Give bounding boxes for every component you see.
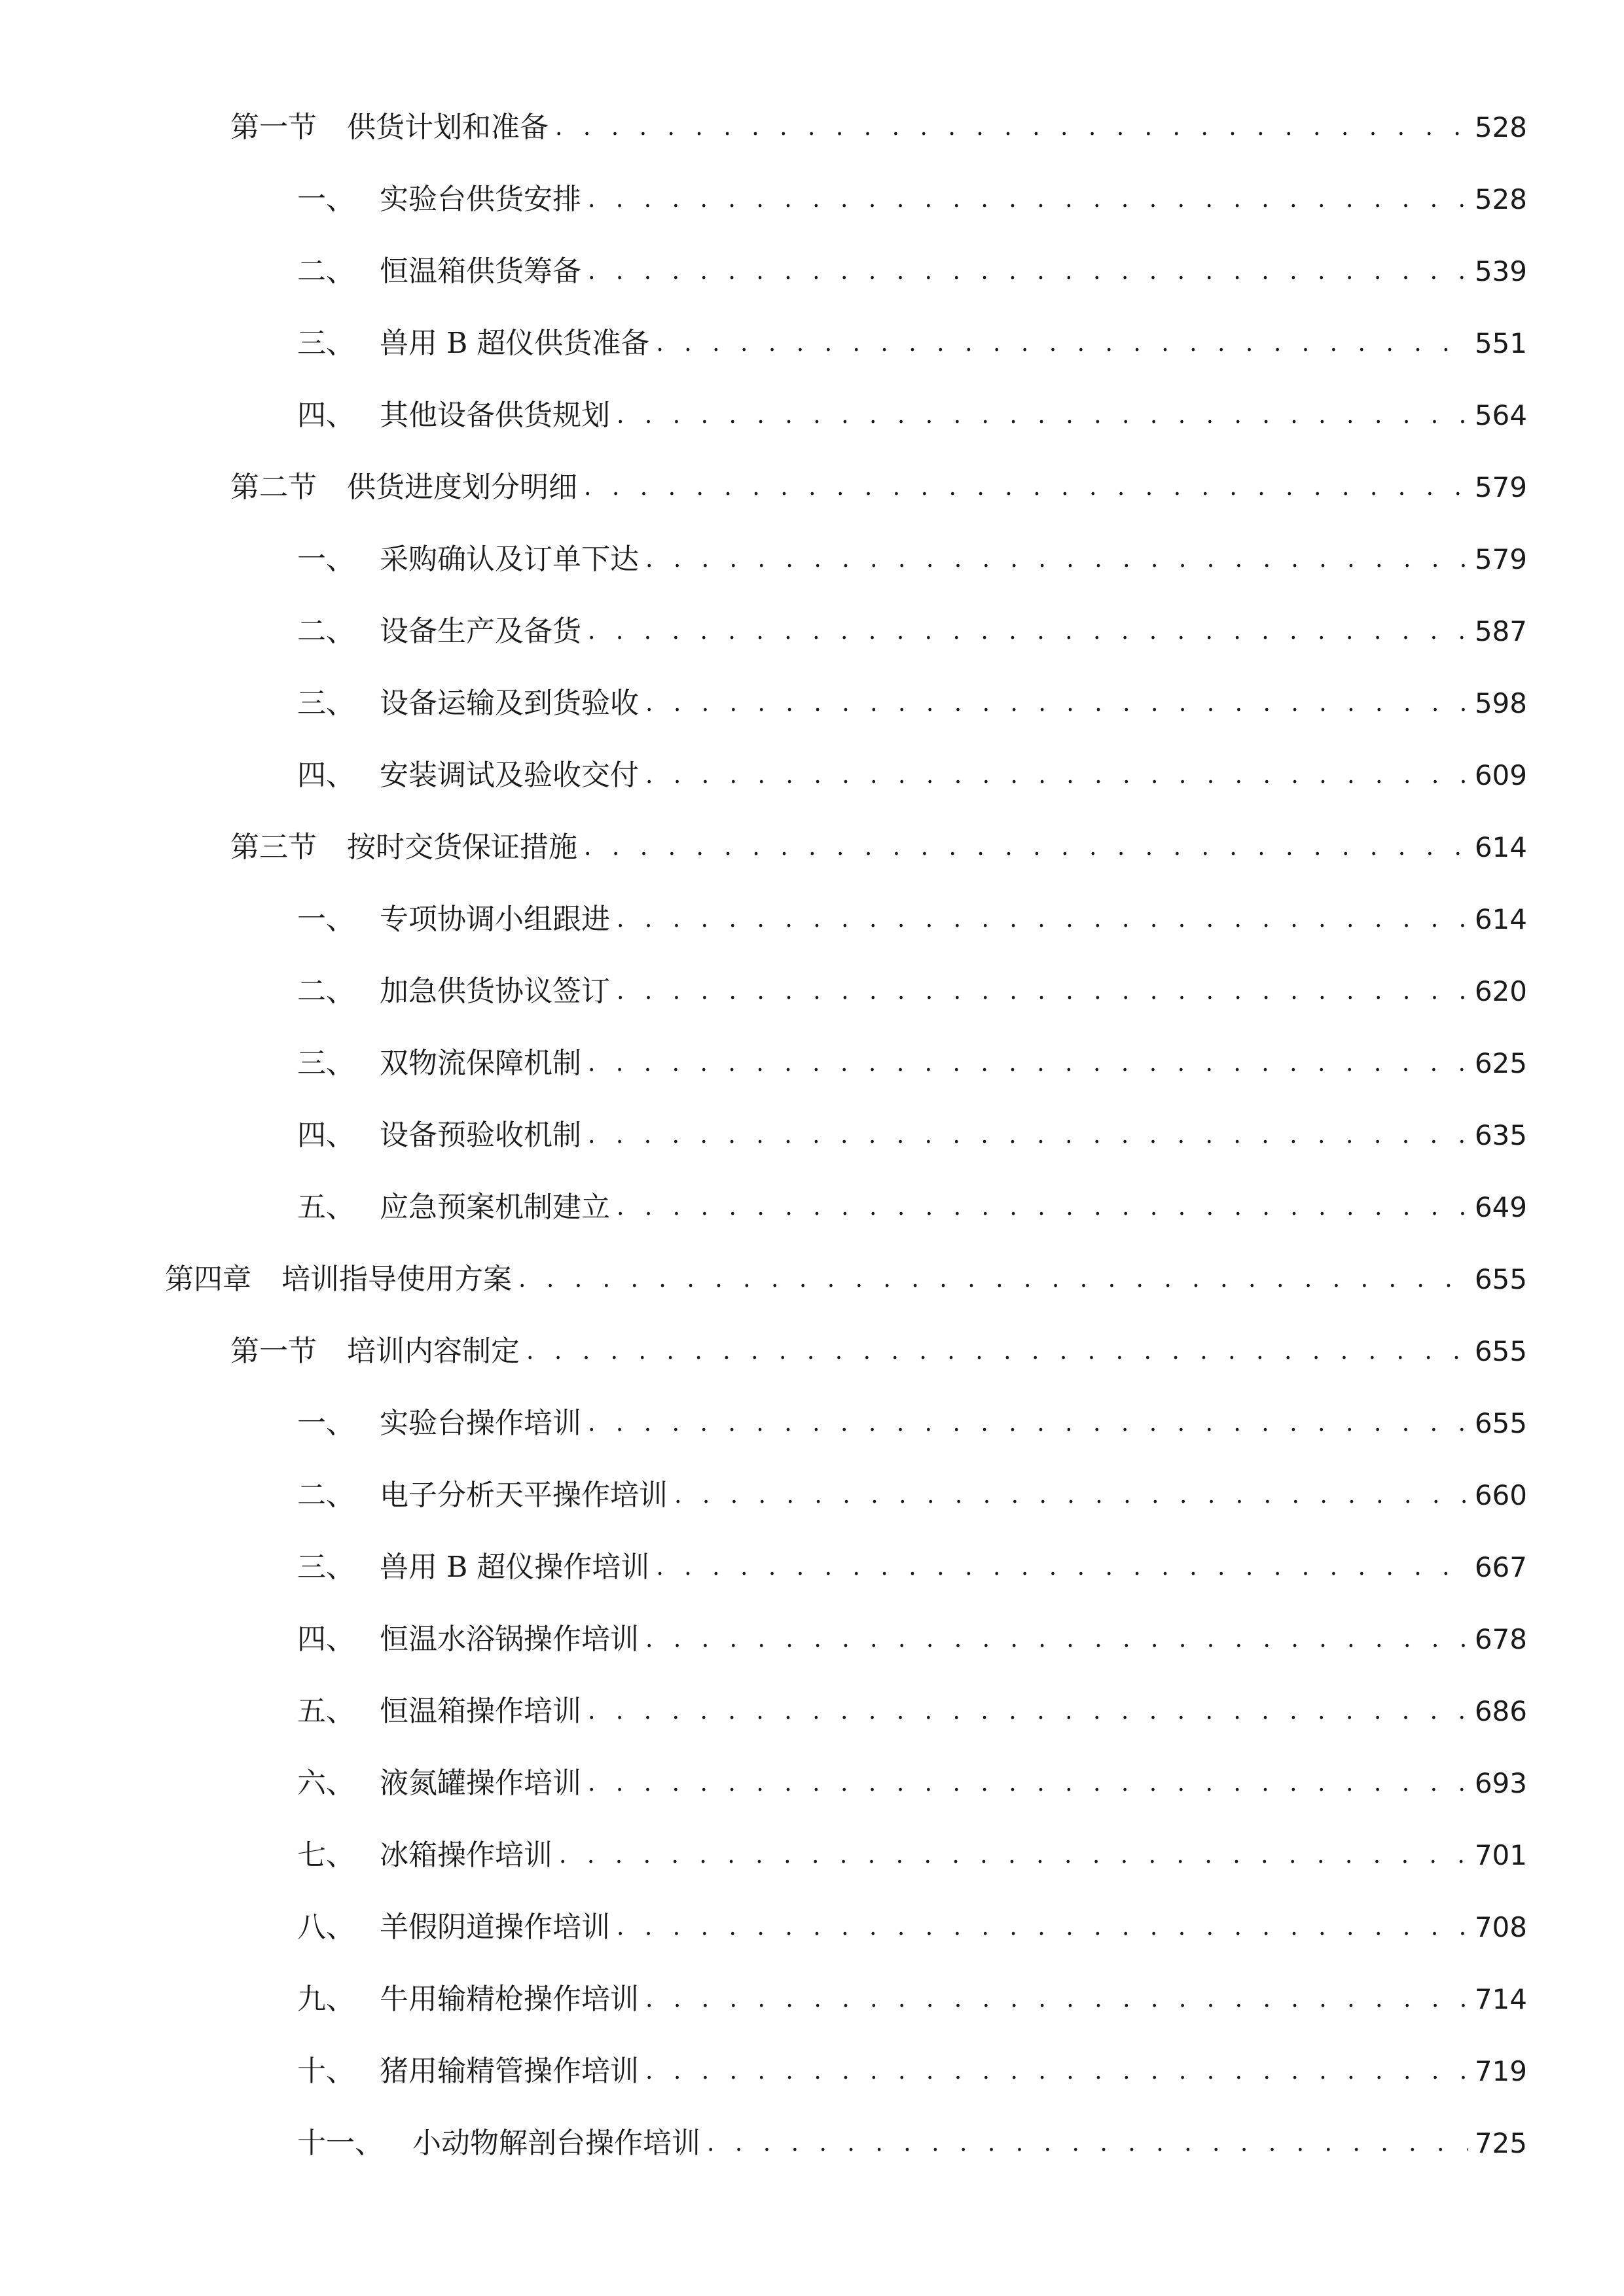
- toc-entry-page: 693: [1474, 1767, 1527, 1799]
- toc-entry-title: 羊假阴道操作培训: [380, 1910, 610, 1944]
- toc-entry[interactable]: [0, 1892, 1624, 1964]
- toc-entry-title: 实验台供货安排: [380, 183, 581, 216]
- dot-leader: [588, 185, 1468, 214]
- toc-entry-title: 供货计划和准备: [347, 111, 549, 144]
- toc-entry-page: 528: [1474, 111, 1527, 143]
- toc-entry-number: 十一、: [297, 2126, 384, 2160]
- toc-entry[interactable]: [0, 596, 1624, 668]
- toc-entry-page: 539: [1474, 255, 1527, 287]
- dot-leader: [656, 1553, 1468, 1582]
- toc-entry-title: 设备预验收机制: [380, 1119, 581, 1152]
- toc-entry[interactable]: [0, 524, 1624, 596]
- toc-entry-title: 供货进度划分明细: [347, 471, 577, 504]
- dot-leader: [584, 473, 1468, 502]
- dot-leader: [617, 1913, 1468, 1942]
- toc-entry-title: 应急预案机制建立: [380, 1191, 610, 1224]
- toc-entry-page: 655: [1474, 1335, 1527, 1367]
- toc-entry-number: 五、: [297, 1695, 355, 1728]
- toc-entry[interactable]: [0, 1964, 1624, 2036]
- toc-entry-number: 八、: [297, 1910, 355, 1944]
- toc-entry-number: 一、: [297, 1407, 355, 1440]
- toc-entry[interactable]: [0, 92, 1624, 164]
- dot-leader: [526, 1337, 1468, 1366]
- toc-entry-title: 按时交货保证措施: [347, 831, 577, 864]
- dot-leader: [645, 689, 1468, 718]
- toc-entry-number: 一、: [297, 183, 355, 216]
- toc-entry[interactable]: [0, 1388, 1624, 1460]
- toc-entry-page: 708: [1474, 1911, 1527, 1943]
- toc-entry[interactable]: [0, 956, 1624, 1028]
- toc-entry-title: 牛用输精枪操作培训: [380, 1982, 639, 2016]
- toc-entry-title: 恒温水浴锅操作培训: [380, 1623, 639, 1656]
- toc-entry-title: 专项协调小组跟进: [380, 903, 610, 936]
- toc-entry-number: 五、: [297, 1191, 355, 1224]
- toc-entry-page: 686: [1474, 1695, 1527, 1727]
- toc-entry-number: 四、: [297, 1119, 355, 1152]
- toc-entry-page: 701: [1474, 1839, 1527, 1871]
- toc-entry[interactable]: [0, 1820, 1624, 1892]
- dot-leader: [559, 1841, 1468, 1870]
- dot-leader: [645, 761, 1468, 790]
- toc-entry-title: 兽用 B 超仪供货准备: [380, 327, 650, 360]
- toc-entry[interactable]: [0, 740, 1624, 812]
- toc-entry-page: 579: [1474, 543, 1527, 575]
- dot-leader: [588, 1121, 1468, 1150]
- dot-leader: [645, 1985, 1468, 2014]
- dot-leader: [588, 1409, 1468, 1438]
- dot-leader: [645, 545, 1468, 574]
- toc-entry-title: 恒温箱供货筹备: [380, 255, 581, 288]
- toc-entry-page: 614: [1474, 831, 1527, 863]
- dot-leader: [588, 1049, 1468, 1078]
- toc-entry-page: 625: [1474, 1047, 1527, 1079]
- toc-entry-number: 一、: [297, 903, 355, 936]
- toc-entry-title: 液氮罐操作培训: [380, 1767, 581, 1800]
- toc-entry-number: 十、: [297, 2054, 355, 2088]
- toc-entry-title: 设备生产及备货: [380, 615, 581, 648]
- toc-entry[interactable]: [0, 1316, 1624, 1388]
- dot-leader: [656, 329, 1468, 358]
- toc-entry[interactable]: [0, 1748, 1624, 1820]
- toc-entry-title: 设备运输及到货验收: [380, 687, 639, 720]
- toc-entry-number: 四、: [297, 399, 355, 432]
- dot-leader: [674, 1481, 1468, 1510]
- toc-entry-page: 620: [1474, 975, 1527, 1007]
- toc-entry-number: 第三节: [230, 831, 317, 864]
- toc-entry-number: 七、: [297, 1839, 355, 1872]
- toc-entry-title: 培训指导使用方案: [281, 1263, 512, 1296]
- toc-entry-page: 528: [1474, 183, 1527, 215]
- toc-entry-number: 第一节: [230, 1335, 317, 1368]
- toc-entry[interactable]: [0, 884, 1624, 956]
- toc-entry-title: 冰箱操作培训: [380, 1839, 552, 1872]
- toc-entry-title: 采购确认及订单下达: [380, 543, 639, 576]
- table-of-contents: [0, 92, 1624, 2179]
- toc-entry-chapter[interactable]: [0, 1244, 1624, 1316]
- dot-leader: [617, 905, 1468, 934]
- toc-entry-page: 579: [1474, 471, 1527, 503]
- toc-entry[interactable]: [0, 1676, 1624, 1748]
- toc-entry-number: 二、: [297, 255, 355, 288]
- toc-entry[interactable]: [0, 236, 1624, 308]
- toc-entry-title: 安装调试及验收交付: [380, 759, 639, 792]
- toc-entry-page: 719: [1474, 2055, 1527, 2087]
- toc-entry[interactable]: [0, 452, 1624, 524]
- toc-entry-title: 加急供货协议签订: [380, 975, 610, 1008]
- toc-entry-number: 六、: [297, 1767, 355, 1800]
- dot-leader: [588, 257, 1468, 286]
- toc-entry-number: 三、: [297, 1551, 355, 1584]
- toc-entry-page: 725: [1474, 2127, 1527, 2159]
- toc-entry-number: 二、: [297, 615, 355, 648]
- toc-entry-page: 655: [1474, 1407, 1527, 1439]
- toc-entry[interactable]: [0, 668, 1624, 740]
- toc-entry-page: 564: [1474, 399, 1527, 431]
- toc-entry-page: 649: [1474, 1191, 1527, 1223]
- dot-leader: [617, 401, 1468, 430]
- toc-entry-number: 九、: [297, 1982, 355, 2016]
- toc-entry-title: 电子分析天平操作培训: [380, 1479, 668, 1512]
- toc-entry[interactable]: [0, 1028, 1624, 1100]
- toc-entry[interactable]: [0, 308, 1624, 380]
- toc-entry-page: 667: [1474, 1551, 1527, 1583]
- toc-entry-number: 二、: [297, 1479, 355, 1512]
- toc-entry[interactable]: [0, 1100, 1624, 1172]
- dot-leader: [645, 2057, 1468, 2086]
- toc-entry-number: 第二节: [230, 471, 317, 504]
- dot-leader: [588, 1697, 1468, 1726]
- toc-entry-title: 实验台操作培训: [380, 1407, 581, 1440]
- toc-entry-number: 四、: [297, 759, 355, 792]
- toc-entry-number: 四、: [297, 1623, 355, 1656]
- toc-entry-number: 三、: [297, 327, 355, 360]
- dot-leader: [707, 2129, 1468, 2158]
- dot-leader: [518, 1265, 1468, 1294]
- toc-entry[interactable]: [0, 1172, 1624, 1244]
- toc-entry-page: 587: [1474, 615, 1527, 647]
- toc-entry[interactable]: [0, 812, 1624, 884]
- toc-entry-page: 614: [1474, 903, 1527, 935]
- toc-entry[interactable]: [0, 2108, 1624, 2179]
- dot-leader: [584, 833, 1468, 862]
- toc-entry-number: 一、: [297, 543, 355, 576]
- toc-entry[interactable]: [0, 1460, 1624, 1532]
- toc-entry[interactable]: [0, 2036, 1624, 2108]
- toc-entry-title: 双物流保障机制: [380, 1047, 581, 1080]
- toc-entry[interactable]: [0, 164, 1624, 236]
- dot-leader: [588, 1769, 1468, 1798]
- toc-entry-number: 三、: [297, 1047, 355, 1080]
- toc-entry-page: 678: [1474, 1623, 1527, 1655]
- toc-entry-number: 二、: [297, 975, 355, 1008]
- toc-entry-title: 培训内容制定: [347, 1335, 520, 1368]
- toc-entry-page: 660: [1474, 1479, 1527, 1511]
- toc-entry-page: 551: [1474, 327, 1527, 359]
- toc-entry-page: 714: [1474, 1983, 1527, 2015]
- toc-entry-number: 第四章: [165, 1263, 251, 1296]
- toc-entry[interactable]: [0, 1604, 1624, 1676]
- toc-entry-number: 三、: [297, 687, 355, 720]
- dot-leader: [588, 617, 1468, 646]
- toc-entry-title: 兽用 B 超仪操作培训: [380, 1551, 650, 1584]
- toc-entry-page: 655: [1474, 1263, 1527, 1295]
- toc-entry-title: 其他设备供货规划: [380, 399, 610, 432]
- toc-entry-page: 609: [1474, 759, 1527, 791]
- toc-entry-title: 小动物解剖台操作培训: [412, 2126, 700, 2160]
- toc-entry[interactable]: [0, 380, 1624, 452]
- toc-entry[interactable]: [0, 1532, 1624, 1604]
- toc-entry-page: 598: [1474, 687, 1527, 719]
- dot-leader: [617, 1193, 1468, 1222]
- dot-leader: [645, 1625, 1468, 1654]
- dot-leader: [555, 113, 1468, 142]
- toc-entry-number: 第一节: [230, 111, 317, 144]
- toc-entry-title: 恒温箱操作培训: [380, 1695, 581, 1728]
- toc-entry-title: 猪用输精管操作培训: [380, 2054, 639, 2088]
- toc-entry-page: 635: [1474, 1119, 1527, 1151]
- dot-leader: [617, 977, 1468, 1006]
